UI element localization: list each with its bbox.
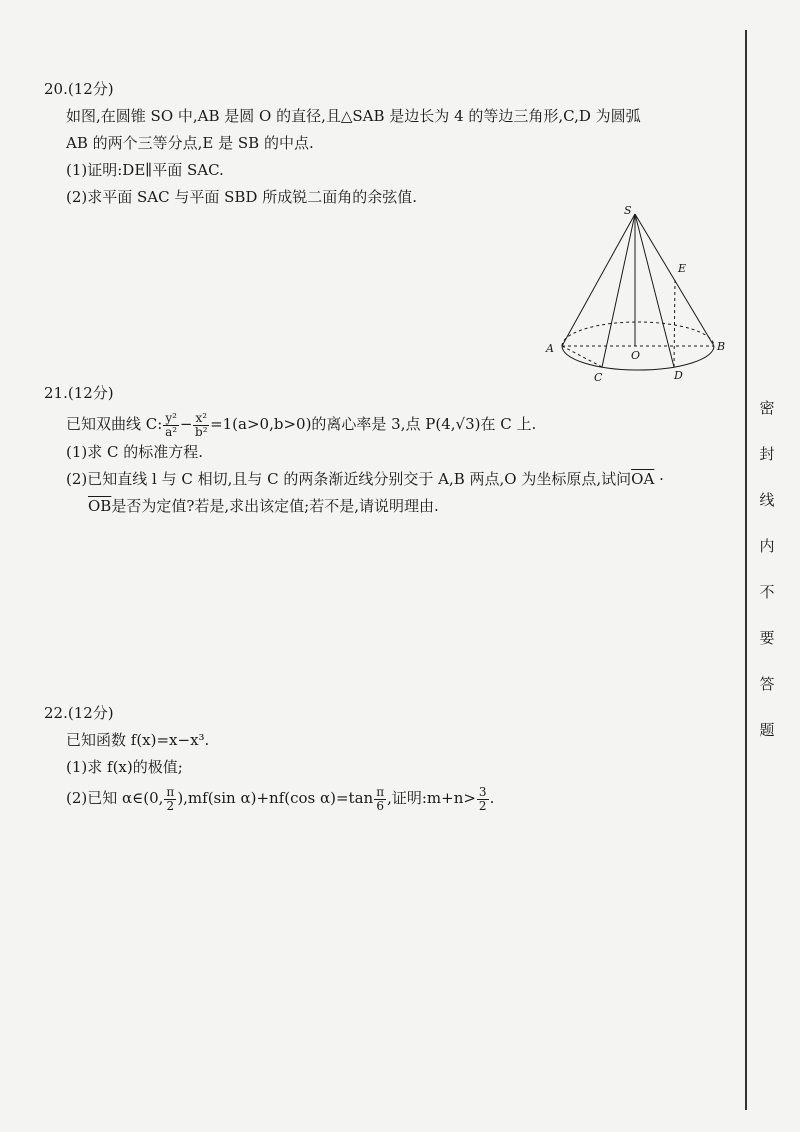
question-22 xyxy=(44,700,734,813)
seal-char: 密 xyxy=(759,399,775,417)
fraction-pi-6: $\frac{\pi}{6}$ xyxy=(376,784,385,813)
label-B: B xyxy=(717,340,726,353)
label-E: E xyxy=(678,262,687,275)
label-C: C xyxy=(594,371,603,384)
seal-char: 要 xyxy=(759,629,775,647)
fraction-3-2: $\frac{3}{2}$ xyxy=(478,784,487,813)
seal-char: 不 xyxy=(759,583,775,601)
q22-number: 22.(12分) xyxy=(44,704,114,722)
label-A: A xyxy=(546,342,554,355)
label-D: D xyxy=(674,369,683,382)
edge-SC xyxy=(602,214,635,367)
seal-char: 封 xyxy=(759,445,775,463)
q22-stem: 已知函数 f(x)=x−x³. xyxy=(66,731,210,749)
edge-SA xyxy=(562,214,635,346)
q21-number: 21.(12分) xyxy=(44,384,114,402)
vector-OB: $\overline{OB}$ xyxy=(88,496,112,515)
q20-part1: (1)证明:DE∥平面 SAC. xyxy=(66,161,224,179)
seal-char: 答 xyxy=(759,675,775,693)
seal-char: 内 xyxy=(759,537,775,555)
edge-SB xyxy=(635,214,714,346)
label-O: O xyxy=(631,349,641,362)
edge-SD xyxy=(635,214,674,367)
fraction-x2-b2: $\frac{\text{x²}}{\text{b²}}$ xyxy=(195,410,208,439)
cone-figure xyxy=(540,200,730,385)
q20-stem-1: 如图,在圆锥 SO 中,AB 是圆 O 的直径,且△SAB 是边长为 4 的等边三角形,C,D 为圆弧 xyxy=(66,107,641,125)
segment-AC xyxy=(562,346,602,367)
fraction-pi-2: $\frac{\pi}{2}$ xyxy=(166,784,175,813)
seal-text xyxy=(752,385,782,753)
seal-char: 线 xyxy=(759,491,775,509)
fraction-y2-a2: $\frac{\text{y²}}{\text{a²}}$ xyxy=(165,410,178,439)
question-20 xyxy=(44,76,734,211)
binding-line xyxy=(745,30,747,1110)
vector-OA: $\overline{OA}$ xyxy=(631,469,655,488)
q22-part2: (2)已知 α∈(0, $\frac{\pi}{2}$ ),mf(sin α)+nf(cos α)=tan $\frac{\pi}{6}$ ,证明:m+n> $\frac{3}{2}$ . xyxy=(66,784,495,813)
q21-stem: 已知双曲线 C: $\frac{\text{y²}}{\text{a²}}$ − $\frac{\text{x²}}{\text{b²}}$ =1(a>0,b>0)的离心率是 3,点 P(4,√3)在 C 上. xyxy=(66,410,537,439)
q21-part2: (2)已知直线 l 与 C 相切,且与 C 的两条渐近线分别交于 A,B 两点,O 为坐标原点,试问$\overline{OA}$ · $\overline{OB}$是否为定值?若是,求出该定值;若不是,请说明理由. xyxy=(66,469,664,515)
segment-DE xyxy=(674,280,675,367)
q22-part1: (1)求 f(x)的极值; xyxy=(66,758,183,776)
cone-base-back xyxy=(562,322,714,346)
q20-part2: (2)求平面 SAC 与平面 SBD 所成锐二面角的余弦值. xyxy=(66,188,418,206)
label-S: S xyxy=(624,204,632,217)
seal-char: 题 xyxy=(759,721,775,739)
q21-part1: (1)求 C 的标准方程. xyxy=(66,442,204,461)
q20-number: 20.(12分) xyxy=(44,80,114,98)
q20-stem-2: AB 的两个三等分点,E 是 SB 的中点. xyxy=(66,134,314,152)
question-21 xyxy=(44,380,734,520)
